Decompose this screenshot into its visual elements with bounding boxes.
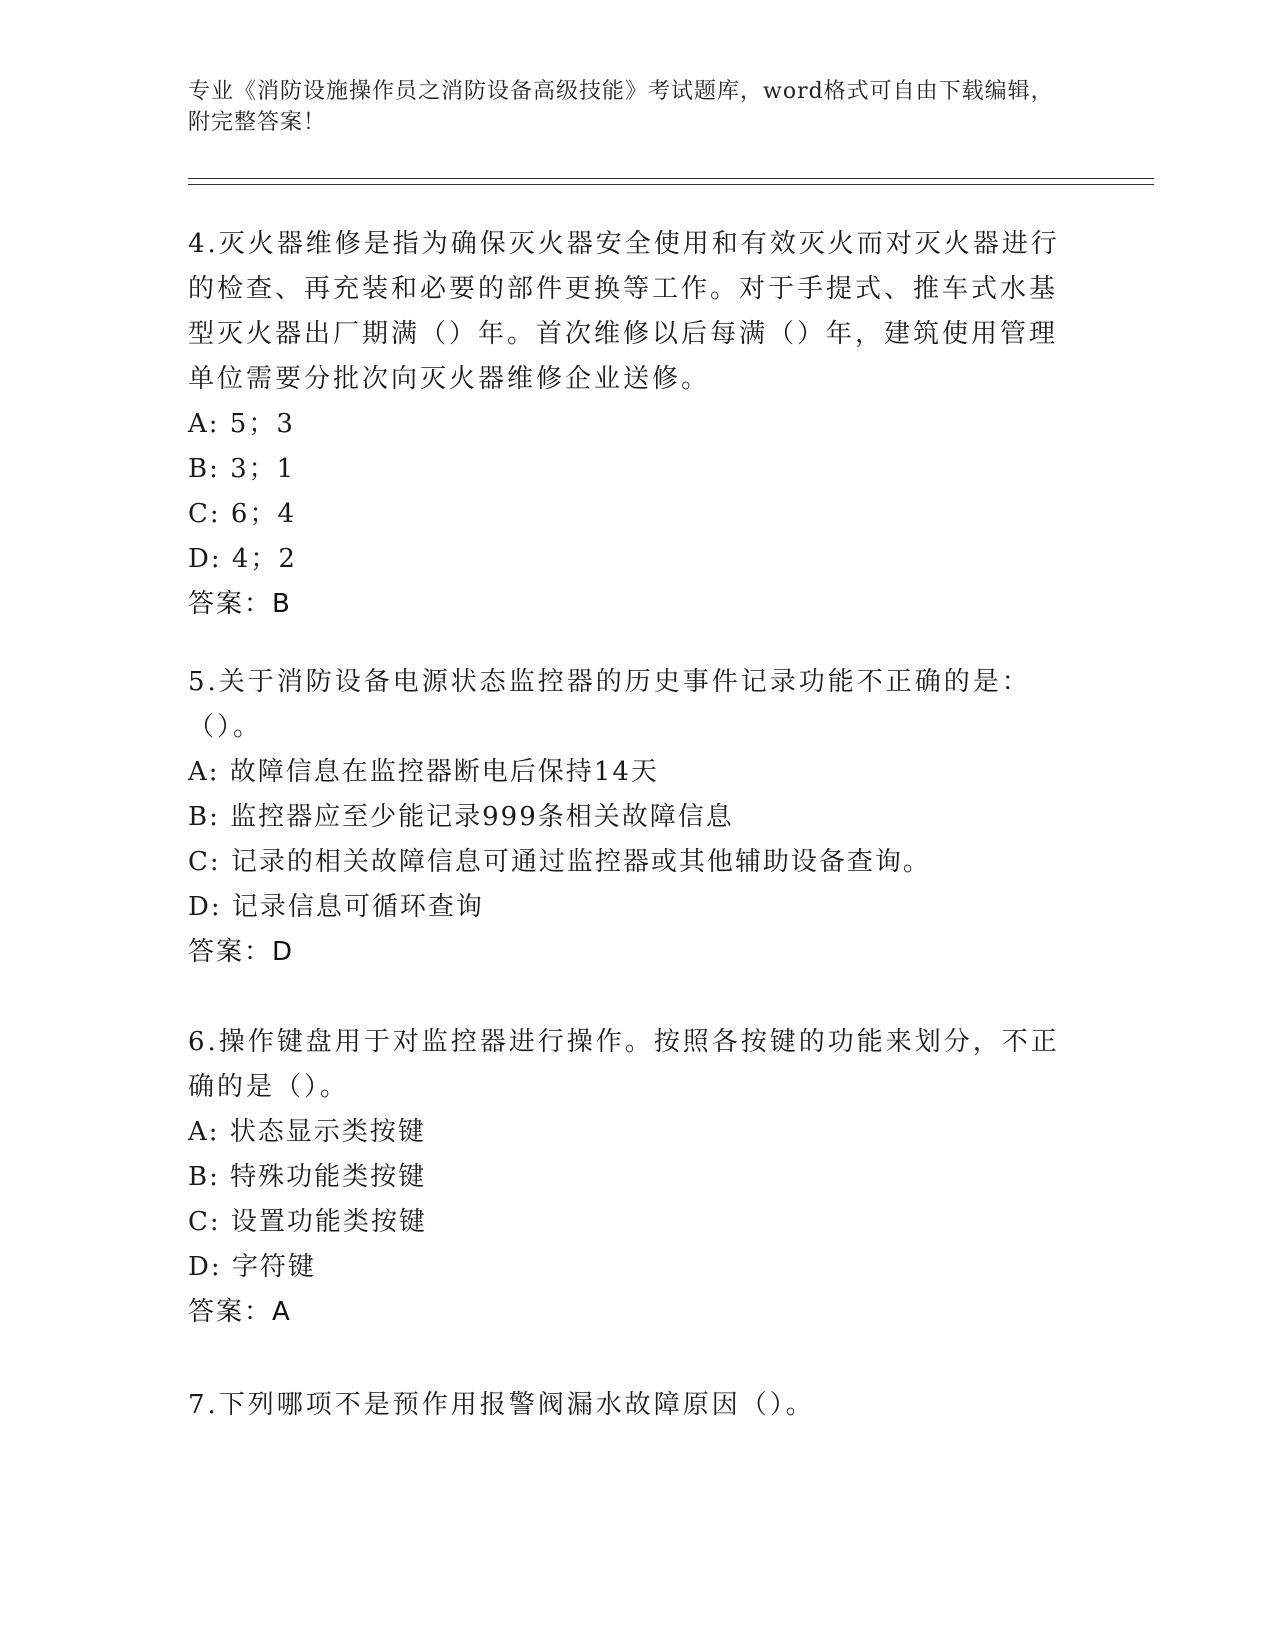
option-c: C: 记录的相关故障信息可通过监控器或其他辅助设备查询。 bbox=[188, 847, 931, 877]
option-b: B: 3；1 bbox=[188, 454, 296, 484]
option-d: D: 4；2 bbox=[188, 544, 297, 574]
option-d: D: 字符键 bbox=[188, 1252, 316, 1282]
option-b: B: 监控器应至少能记录999条相关故障信息 bbox=[188, 802, 734, 832]
option-b: B: 特殊功能类按键 bbox=[188, 1162, 427, 1192]
option-a: A: 5；3 bbox=[188, 409, 295, 439]
option-d: D: 记录信息可循环查询 bbox=[188, 892, 484, 922]
page-header: 专业《消防设施操作员之消防设备高级技能》考试题库，word格式可自由下载编辑，附完整答案！ bbox=[188, 79, 1054, 135]
question-5 bbox=[188, 660, 1068, 975]
question-7 bbox=[188, 1383, 1068, 1428]
header-divider bbox=[188, 178, 1154, 185]
answer: 答案：D bbox=[188, 937, 295, 967]
question-4 bbox=[188, 222, 1068, 627]
option-c: C: 6；4 bbox=[188, 499, 297, 529]
question-stem: 6.操作键盘用于对监控器进行操作。按照各按键的功能来划分，不正确的是（）。 bbox=[188, 1027, 1060, 1102]
option-c: C: 设置功能类按键 bbox=[188, 1207, 427, 1237]
question-6 bbox=[188, 1020, 1068, 1335]
question-stem: 5.关于消防设备电源状态监控器的历史事件记录功能不正确的是：（）。 bbox=[188, 667, 1031, 742]
answer: 答案：A bbox=[188, 1297, 292, 1327]
answer: 答案：B bbox=[188, 589, 292, 619]
option-a: A: 故障信息在监控器断电后保持14天 bbox=[188, 757, 659, 787]
option-a: A: 状态显示类按键 bbox=[188, 1117, 426, 1147]
question-stem: 7.下列哪项不是预作用报警阀漏水故障原因（）。 bbox=[188, 1390, 815, 1420]
question-stem: 4.灭火器维修是指为确保灭火器安全使用和有效灭火而对灭火器进行的检查、再充装和必要的部件更换等工作。对于手提式、推车式水基型灭火器出厂期满（）年。首次维修以后每满（）年，建筑使用管理单位需要分批次向灭火器维修企业送修。 bbox=[188, 229, 1060, 394]
